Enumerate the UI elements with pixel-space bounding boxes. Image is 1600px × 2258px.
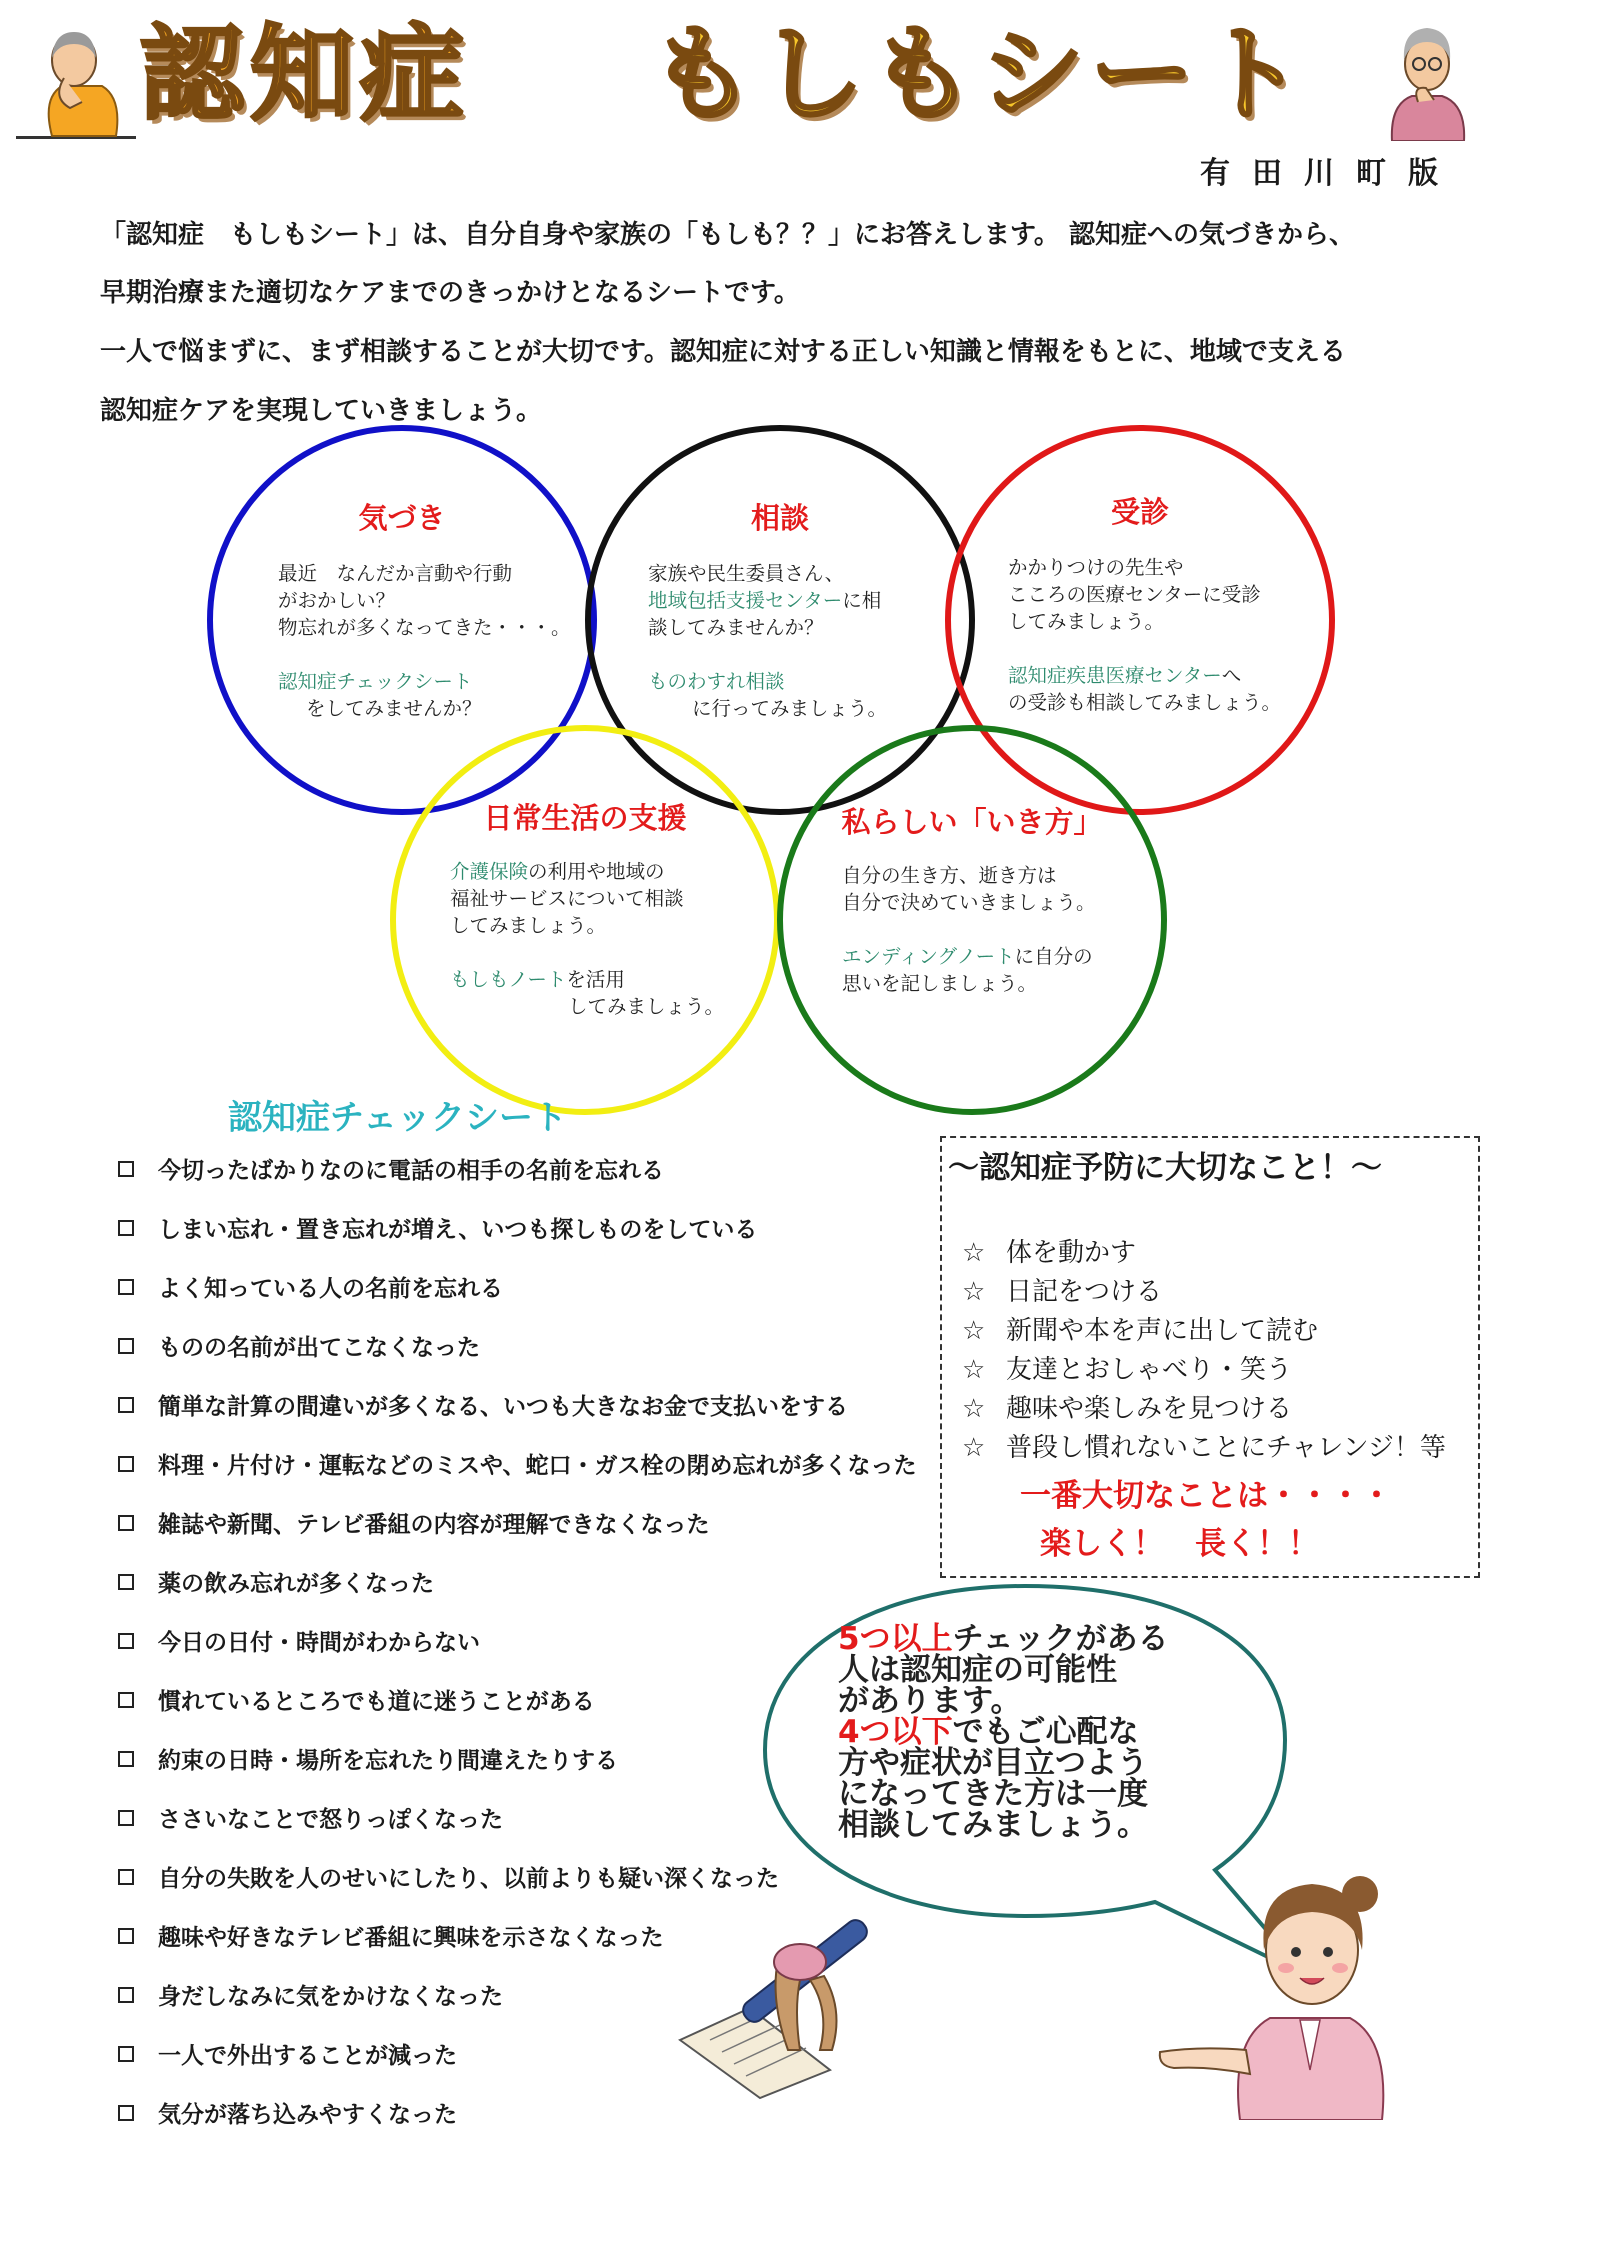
checklist-item[interactable]: 薬の飲み忘れが多くなった <box>118 1565 434 1598</box>
intro-line-1: 「認知症 もしもシート」は、自分自身や家族の「もしも？？」にお答えします。 認知症への気づきから、 <box>100 220 1355 250</box>
checkbox[interactable] <box>118 1279 134 1295</box>
intro-line-3: 一人で悩まずに、まず相談することが大切です。認知症に対する正しい知識と情報をもとに、地域で支える <box>100 337 1346 367</box>
checklist-item[interactable]: 慣れているところでも道に迷うことがある <box>118 1683 595 1716</box>
checkbox[interactable] <box>118 1633 134 1649</box>
checklist-item[interactable]: 今切ったばかりなのに電話の相手の名前を忘れる <box>118 1152 664 1185</box>
prevention-emphasis-1: 一番大切なことは・・・・ <box>1020 1478 1392 1514</box>
link-check-sheet[interactable]: 認知症チェックシート <box>278 670 473 693</box>
checklist-item[interactable]: 自分の失敗を人のせいにしたり、以前よりも疑い深くなった <box>118 1860 779 1893</box>
link-houkatsu-center[interactable]: 地域包括支援センター <box>648 589 843 612</box>
prevention-item: ☆ 普段し慣れないことにチャレンジ！等 <box>962 1433 1446 1463</box>
checklist-title: 認知症チェックシート <box>228 1098 567 1138</box>
checklist-item[interactable]: ささいなことで怒りっぽくなった <box>118 1801 503 1834</box>
star-icon: ☆ <box>962 1277 986 1307</box>
checklist-item[interactable]: 雑誌や新聞、テレビ番組の内容が理解できなくなった <box>118 1506 710 1539</box>
star-icon: ☆ <box>962 1238 986 1268</box>
star-icon: ☆ <box>962 1394 986 1424</box>
ring-ikikata-body: 自分の生き方、逝き方は 自分で決めていきましょう。 エンディングノートに自分の 思いを記しましょう。 <box>842 864 1096 995</box>
woman-presenter-illustration <box>1150 1840 1430 2120</box>
pen-notebook-illustration <box>660 1900 890 2100</box>
ring-ikikata-title: 私らしい「いき方」 <box>841 805 1103 839</box>
link-moshimo-note[interactable]: もしもノート <box>450 968 567 991</box>
checkbox[interactable] <box>118 1869 134 1885</box>
ring-soudan-title: 相談 <box>750 501 809 535</box>
checkbox[interactable] <box>118 1810 134 1826</box>
checkbox[interactable] <box>118 1220 134 1236</box>
intro-line-4: 認知症ケアを実現していきましょう。 <box>100 396 543 426</box>
prevention-item: ☆ 趣味や楽しみを見つける <box>962 1394 1293 1424</box>
edition-label: 有田川町版 <box>1200 156 1460 191</box>
prevention-emphasis-2: 楽しく！ 長く！！ <box>1040 1526 1319 1562</box>
checkbox[interactable] <box>118 2046 134 2062</box>
ring-jushin-title: 受診 <box>1110 495 1169 529</box>
prevention-title: ～認知症予防に大切なこと！～ <box>948 1150 1382 1186</box>
elderly-man-illustration <box>12 18 142 148</box>
prevention-item: ☆ 体を動かす <box>962 1238 1137 1268</box>
checklist-item[interactable]: 簡単な計算の間違いが多くなる、いつも大きなお金で支払いをする <box>118 1388 848 1421</box>
checkbox[interactable] <box>118 1987 134 2003</box>
checkbox[interactable] <box>118 1338 134 1354</box>
ring-nichijo-title: 日常生活の支援 <box>483 801 687 835</box>
checklist-item[interactable]: しまい忘れ・置き忘れが増え、いつも探しものをしている <box>118 1211 757 1244</box>
prevention-item: ☆ 友達とおしゃべり・笑う <box>962 1355 1293 1385</box>
title-dementia: 認知症 <box>140 13 471 135</box>
checklist-item[interactable]: 趣味や好きなテレビ番組に興味を示さなくなった <box>118 1919 664 1952</box>
checkbox[interactable] <box>118 1692 134 1708</box>
star-icon: ☆ <box>962 1433 986 1463</box>
checklist-item[interactable]: 今日の日付・時間がわからない <box>118 1624 480 1657</box>
elderly-woman-illustration <box>1382 16 1472 141</box>
bubble-message: 5つ以上チェックがある 人は認知症の可能性 があります。 4つ以下でもご心配な 方や症状が目立つよう になってきた方は一度 相談してみましょう。 <box>838 1621 1169 1843</box>
checkbox[interactable] <box>118 1456 134 1472</box>
ring-kizuki-title: 気づき <box>358 501 446 535</box>
checkbox[interactable] <box>118 1928 134 1944</box>
checklist-item[interactable]: 一人で外出することが減った <box>118 2037 457 2070</box>
title-moshimo-sheet: もしもシート <box>650 13 1311 135</box>
checkbox[interactable] <box>118 1397 134 1413</box>
link-monowasure-soudan[interactable]: ものわすれ相談 <box>648 670 785 693</box>
ring-soudan-body: 家族や民生委員さん、 地域包括支援センターに相 談してみませんか？ ものわすれ相談 に行ってみましょう。 <box>648 560 948 722</box>
star-icon: ☆ <box>962 1316 986 1346</box>
checkbox[interactable] <box>118 1751 134 1767</box>
checklist-item[interactable]: 気分が落ち込みやすくなった <box>118 2096 457 2129</box>
star-icon: ☆ <box>962 1355 986 1385</box>
ring-nichijo-body: 介護保険の利用や地域の 福祉サービスについて相談 してみましょう。 もしもノートを活用 してみましょう。 <box>450 860 725 1018</box>
link-ending-note[interactable]: エンディングノート <box>842 945 1015 968</box>
ring-kizuki-body: 最近 なんだか言動や行動 がおかしい？ 物忘れが多くなってきた・・・。 認知症チェックシート をしてみませんか？ <box>278 560 578 722</box>
prevention-item: ☆ 新聞や本を声に出して読む <box>962 1316 1319 1346</box>
prevention-item: ☆ 日記をつける <box>962 1277 1163 1307</box>
checklist-item[interactable]: 料理・片付け・運転などのミスや、蛇口・ガス栓の閉め忘れが多くなった <box>118 1447 917 1480</box>
checkbox[interactable] <box>118 1574 134 1590</box>
checklist-item[interactable]: 約束の日時・場所を忘れたり間違えたりする <box>118 1742 618 1775</box>
checkbox[interactable] <box>118 2105 134 2121</box>
link-kaigo-hoken[interactable]: 介護保険 <box>450 860 529 883</box>
checklist-item[interactable]: よく知っている人の名前を忘れる <box>118 1270 503 1303</box>
ring-jushin-body: かかりつけの先生や こころの医療センターに受診 してみましょう。 認知症疾患医療センターへ の受診も相談してみましょう。 <box>1008 556 1282 714</box>
checklist-item[interactable]: ものの名前が出てこなくなった <box>118 1329 480 1362</box>
checkbox[interactable] <box>118 1161 134 1177</box>
link-shikkan-center[interactable]: 認知症疾患医療センター <box>1008 664 1222 687</box>
checkbox[interactable] <box>118 1515 134 1531</box>
checklist-item[interactable]: 身だしなみに気をかけなくなった <box>118 1978 503 2011</box>
intro-line-2: 早期治療また適切なケアまでのきっかけとなるシートです。 <box>100 278 800 308</box>
